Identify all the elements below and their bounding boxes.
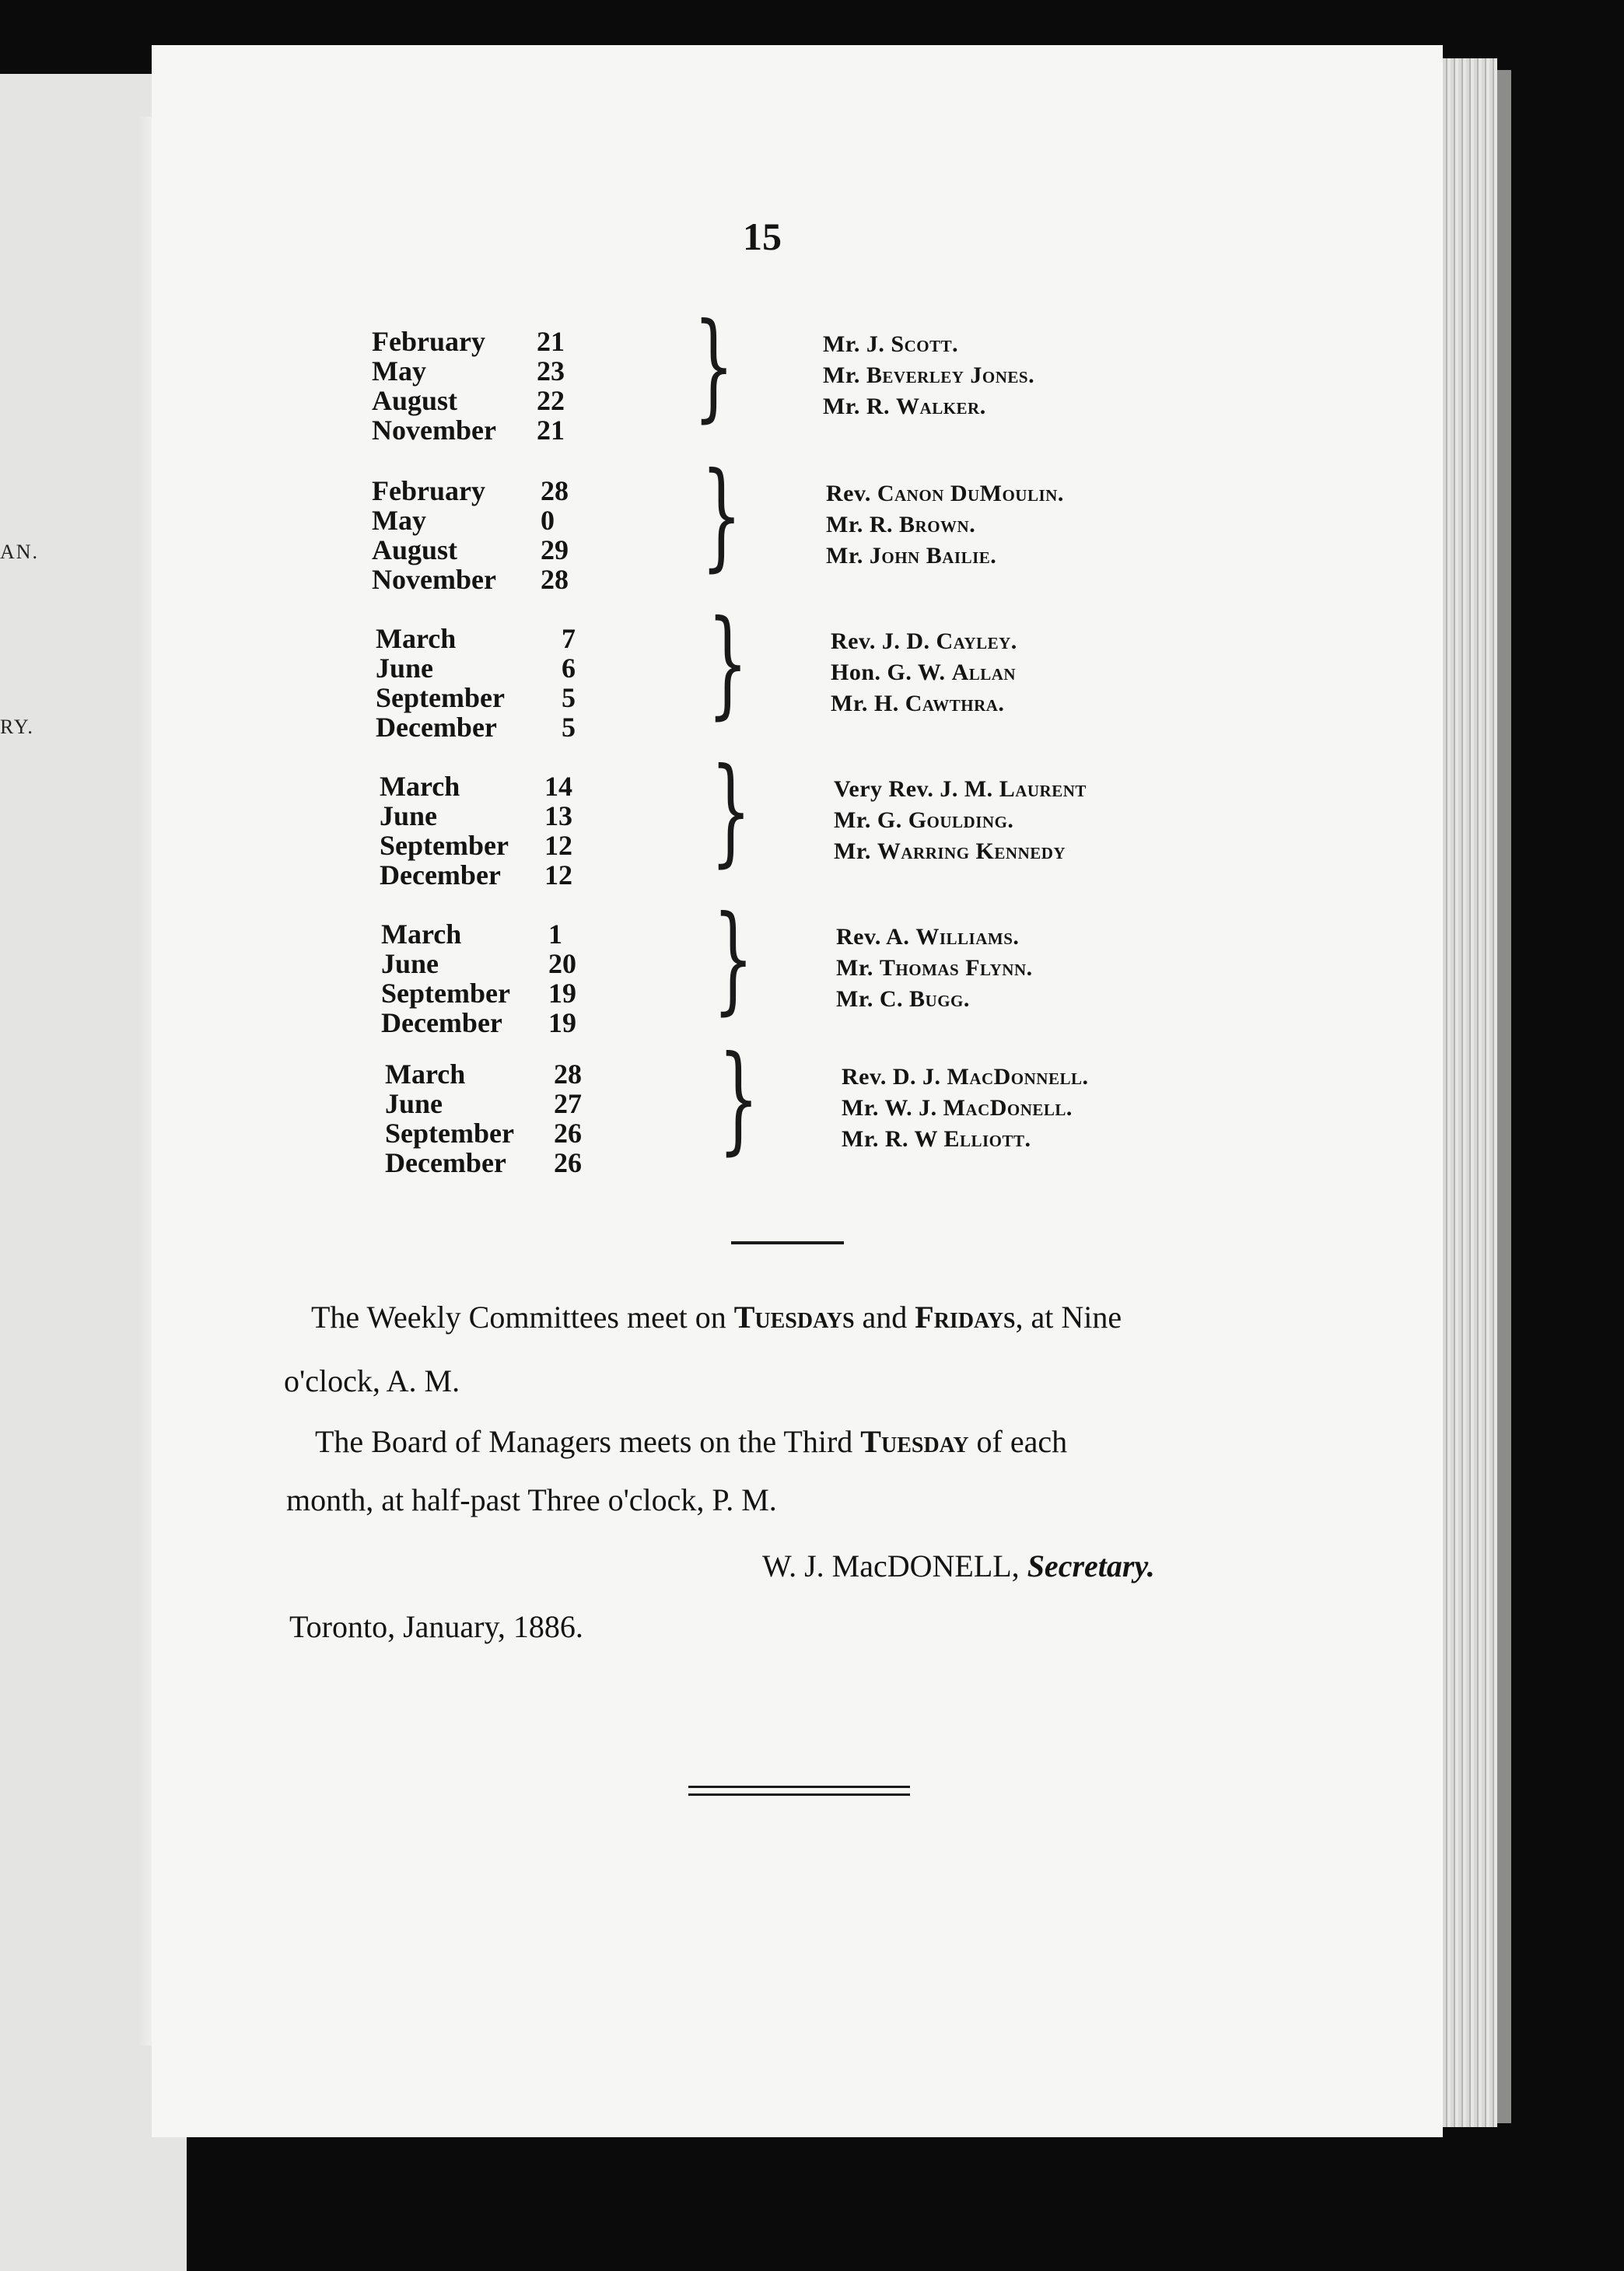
committee-member [823, 362, 1034, 389]
note-day: Tuesday [860, 1424, 969, 1459]
committee-member [842, 1064, 1089, 1090]
schedule-day: 5 [562, 712, 576, 743]
committee-member [823, 331, 958, 358]
member-prefix: Mr. [826, 543, 870, 569]
member-prefix: Rev. A. [836, 924, 916, 950]
schedule-day: 13 [544, 800, 572, 831]
member-surname: Warring Kennedy [877, 838, 1066, 864]
left-page-fragment: RY. [0, 716, 34, 738]
left-page-fragment: AN. [0, 541, 40, 563]
schedule-day: 27 [554, 1088, 582, 1119]
schedule-month: February [372, 326, 485, 357]
schedule-month: November [372, 564, 496, 595]
schedule-month: March [385, 1059, 466, 1090]
schedule-day: 19 [548, 1007, 576, 1038]
schedule-day: 20 [548, 948, 576, 979]
end-rule-bottom [688, 1793, 910, 1796]
member-prefix: Hon. G. W. [831, 660, 952, 685]
schedule-month: September [385, 1118, 514, 1149]
schedule-day: 28 [554, 1059, 582, 1090]
member-surname: Thomas Flynn. [879, 955, 1033, 981]
schedule-month: June [376, 653, 434, 684]
signature-name: W. J. MacDONELL, [762, 1548, 1020, 1583]
committee-member [834, 838, 1066, 865]
member-surname: Brown. [899, 512, 976, 537]
schedule-month: September [380, 830, 509, 861]
committee-member [826, 481, 1064, 507]
grouping-brace: } [710, 744, 751, 879]
note-text: The Weekly Committees meet on [311, 1300, 734, 1335]
schedule-day: 0 [541, 505, 555, 536]
member-prefix: Mr. H. [831, 691, 905, 716]
note-text: of each [968, 1424, 1068, 1459]
member-prefix: Mr. W. J. [842, 1095, 943, 1121]
member-prefix: Mr. G. [834, 807, 908, 833]
schedule-day: 5 [562, 682, 576, 713]
member-prefix: Very Rev. J. M. [834, 776, 999, 802]
page-edges [1443, 58, 1497, 2127]
committee-member [831, 691, 1004, 717]
member-surname: John Bailie. [869, 543, 997, 569]
signature [762, 1548, 1155, 1584]
member-surname: MacDonnell. [947, 1064, 1089, 1090]
weekly-meeting-note-line2: o'clock, A. M. [284, 1363, 460, 1398]
committee-member [831, 660, 1016, 686]
board-meeting-note [315, 1423, 1067, 1460]
schedule-month: August [372, 534, 458, 565]
committee-member [831, 628, 1017, 655]
grouping-brace: } [707, 596, 748, 731]
note-text: and [854, 1300, 915, 1335]
schedule-month: March [381, 919, 462, 950]
member-prefix: Mr. [836, 955, 880, 981]
schedule-month: June [380, 800, 438, 831]
member-prefix: Mr. J. [823, 331, 891, 357]
member-surname: Bugg. [909, 986, 970, 1012]
committee-member [826, 543, 996, 569]
schedule-day: 28 [541, 564, 569, 595]
committee-member [836, 924, 1019, 950]
page-edges-shadow [1497, 70, 1511, 2123]
schedule-month: May [372, 355, 426, 387]
member-prefix: Rev. J. D. [831, 628, 936, 654]
schedule-month: February [372, 475, 485, 506]
schedule-day: 22 [537, 385, 565, 416]
note-day: Fridays [915, 1300, 1016, 1335]
member-prefix: Rev. D. J. [842, 1064, 947, 1090]
committee-member [823, 394, 986, 420]
member-surname: Cawthra. [905, 691, 1005, 716]
board-meeting-note-line2: month, at half-past Three o'clock, P. M. [286, 1482, 777, 1517]
schedule-month: May [372, 505, 426, 536]
committee-member [836, 955, 1033, 982]
section-divider [731, 1241, 844, 1244]
schedule-month: September [376, 682, 505, 713]
place-date: Toronto, January, 1886. [289, 1609, 583, 1644]
member-surname: Beverley Jones. [866, 362, 1035, 388]
member-prefix: Mr. [834, 838, 877, 864]
weekly-meeting-note [311, 1299, 1122, 1335]
schedule-day: 6 [562, 653, 576, 684]
committee-member [826, 512, 975, 538]
member-surname: Laurent [999, 776, 1087, 802]
schedule-month: December [380, 859, 501, 891]
note-day: Tuesdays [733, 1300, 855, 1335]
member-prefix: Mr. R. [826, 512, 900, 537]
schedule-day: 1 [548, 919, 562, 950]
schedule-month: December [381, 1007, 502, 1038]
member-surname: Walker. [896, 394, 986, 419]
member-surname: Canon DuMoulin. [877, 481, 1064, 506]
grouping-brace: } [718, 1031, 759, 1167]
committee-member [836, 986, 970, 1013]
schedule-month: December [385, 1147, 506, 1178]
member-surname: Elliott. [943, 1126, 1031, 1152]
grouping-brace: } [701, 448, 742, 583]
note-text: , at Nine [1015, 1300, 1122, 1335]
schedule-day: 14 [544, 771, 572, 802]
grouping-brace: } [712, 891, 754, 1027]
grouping-brace: } [693, 299, 734, 434]
page-number: 15 [743, 215, 782, 258]
member-surname: Scott. [891, 331, 959, 357]
committee-member [842, 1095, 1073, 1122]
schedule-month: June [385, 1088, 443, 1119]
committee-member [834, 776, 1087, 803]
schedule-day: 21 [537, 415, 565, 446]
member-surname: Goulding. [908, 807, 1014, 833]
member-prefix: Mr. [823, 362, 866, 388]
end-rule-top [688, 1786, 910, 1788]
member-surname: Allan [951, 660, 1017, 685]
schedule-day: 12 [544, 859, 572, 891]
schedule-month: March [380, 771, 460, 802]
schedule-month: September [381, 978, 510, 1009]
schedule-day: 28 [541, 475, 569, 506]
schedule-month: August [372, 385, 458, 416]
right-page [152, 45, 1443, 2137]
schedule-month: December [376, 712, 497, 743]
note-text: The Board of Managers meets on the Third [315, 1424, 861, 1459]
schedule-day: 21 [537, 326, 565, 357]
schedule-month: November [372, 415, 496, 446]
schedule-day: 26 [554, 1118, 582, 1149]
committee-member [842, 1126, 1031, 1153]
schedule-day: 26 [554, 1147, 582, 1178]
signature-title: Secretary. [1027, 1548, 1155, 1583]
schedule-day: 19 [548, 978, 576, 1009]
schedule-day: 12 [544, 830, 572, 861]
member-surname: Cayley. [936, 628, 1017, 654]
member-surname: Williams. [915, 924, 1020, 950]
schedule-day: 7 [562, 623, 576, 654]
schedule-day: 23 [537, 355, 565, 387]
member-prefix: Mr. R. W [842, 1126, 944, 1152]
schedule-month: June [381, 948, 439, 979]
member-prefix: Rev. [826, 481, 877, 506]
member-prefix: Mr. R. [823, 394, 897, 419]
schedule-month: March [376, 623, 457, 654]
member-prefix: Mr. C. [836, 986, 910, 1012]
member-surname: MacDonell. [943, 1095, 1073, 1121]
committee-member [834, 807, 1013, 834]
schedule-day: 29 [541, 534, 569, 565]
